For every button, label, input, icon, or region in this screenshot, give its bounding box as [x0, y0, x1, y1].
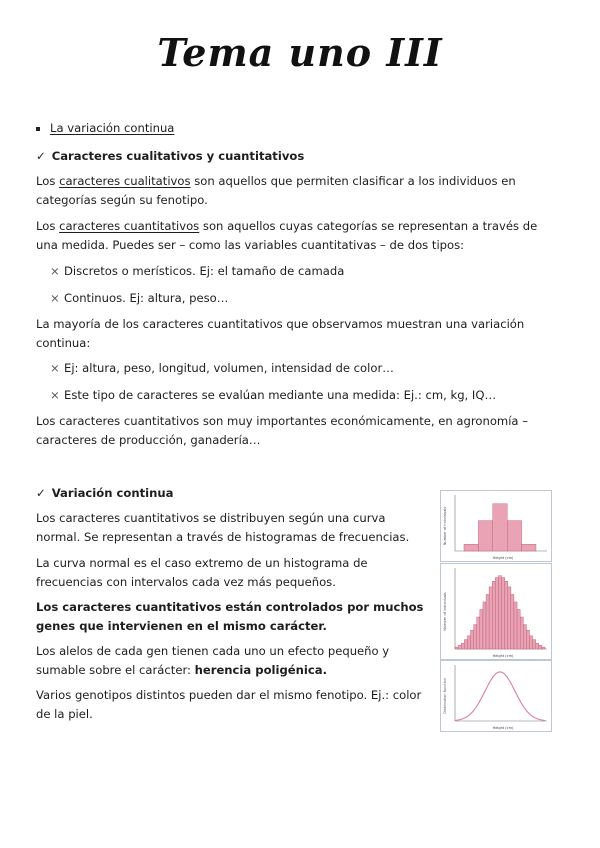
histogram-bar [458, 645, 461, 649]
histogram-bar [492, 581, 495, 649]
y-axis-label: Distribution function [443, 678, 447, 714]
herencia-poligenica: herencia poligénica. [194, 663, 327, 677]
histogram-bar [455, 647, 458, 649]
y-axis-label: Number of individuals [443, 592, 447, 631]
page-title: Tema uno III [157, 30, 443, 75]
histogram-bar [486, 594, 489, 649]
x-bullet-icon: × [50, 264, 60, 278]
histogram-fine-panel [440, 563, 552, 660]
histogram-bar [526, 630, 529, 649]
histogram-bar [467, 636, 470, 649]
list-item-discretos: × Discretos o merísticos. Ej: el tamaño de camada [50, 262, 344, 281]
term-cualitativos: caracteres cualitativos [59, 174, 191, 188]
normal-curve-line [455, 672, 545, 721]
histogram-coarse-panel [440, 490, 552, 562]
histogram-bar [511, 594, 514, 649]
histogram-bar [464, 640, 467, 649]
section-label: La variación continua [50, 121, 175, 135]
paragraph-genes: Los caracteres cuantitativos están controlados por muchos genes que intervienen en el mismo carácter. [36, 600, 424, 633]
histogram-bar [461, 643, 464, 649]
x-bullet-icon: × [50, 291, 60, 305]
x-axis-label: Height (cm) [492, 556, 514, 560]
x-axis-label: Height (cm) [492, 726, 514, 730]
histogram-bar [508, 587, 511, 649]
paragraph-genotipos: Varios genotipos distintos pueden dar el mismo fenotipo. Ej.: color de la piel. [36, 688, 422, 721]
histogram-bar [471, 630, 474, 649]
histogram-fine [441, 564, 551, 659]
continua-heading: ✓ Variación continua [36, 484, 173, 503]
histogram-bar [522, 544, 536, 551]
histogram-bar [498, 576, 501, 649]
histogram-bar [533, 640, 536, 649]
paragraph-cuantitativos: Los caracteres cuantitativos son aquellos cuyas categorías se representan a través de una medida. Puedes ser – como las variables cuantitativas – de dos tipos: [36, 219, 538, 252]
histogram-bar [478, 521, 492, 551]
list-item-ejemplos: × Ej: altura, peso, longitud, volumen, intensidad de color… [50, 359, 394, 378]
histogram-bar [477, 617, 480, 649]
check-icon: ✓ [36, 486, 46, 500]
x-bullet-icon: × [50, 388, 60, 402]
histogram-bar [464, 544, 478, 551]
paragraph-alelos: Los alelos de cada gen tienen cada uno un efecto pequeño y sumable sobre el carácter: herencia poligénica. [36, 644, 390, 677]
list-item-continuos: × Continuos. Ej: altura, peso… [50, 289, 228, 308]
histogram-bar [474, 625, 477, 649]
cualitativos-heading: ✓ Caracteres cualitativos y cuantitativos [36, 147, 304, 166]
normal-curve-panel [440, 660, 552, 732]
bullet-square [36, 127, 40, 131]
term-cuantitativos: caracteres cuantitativos [59, 219, 200, 233]
paragraph-histograma: La curva normal es el caso extremo de un histograma de frecuencias con intervalos cada vez más pequeños. [36, 556, 368, 589]
histogram-bar [539, 645, 542, 649]
histogram-bar [489, 587, 492, 649]
y-axis-label: Number of individuals [443, 506, 447, 546]
histogram-bar [536, 643, 539, 649]
histogram-bar [495, 578, 498, 649]
paragraph-economia: Los caracteres cuantitativos son muy importantes económicamente, en agronomía – caracteres de producción, ganadería… [36, 414, 529, 447]
histogram-bar [480, 610, 483, 650]
histogram-bar [483, 602, 486, 649]
histogram-bar [505, 581, 508, 649]
x-axis-label: Height (cm) [492, 654, 514, 658]
histogram-bar [502, 578, 505, 649]
histogram-bar [520, 617, 523, 649]
histogram-bar [507, 521, 521, 551]
histogram-bar [517, 610, 520, 650]
histogram-bar [523, 625, 526, 649]
histogram-bar [529, 636, 532, 649]
paragraph-mayoria: La mayoría de los caracteres cuantitativos que observamos muestran una variación continua: [36, 317, 525, 350]
list-item-medida: × Este tipo de caracteres se evalúan mediante una medida: Ej.: cm, kg, IQ… [50, 386, 496, 405]
histogram-bar [542, 647, 545, 649]
paragraph-cualitativos: Los caracteres cualitativos son aquellos que permiten clasificar a los individuos en categorías según su fenotipo. [36, 174, 516, 207]
x-bullet-icon: × [50, 361, 60, 375]
check-icon: ✓ [36, 149, 46, 163]
histogram-bar [493, 504, 507, 551]
histogram-bar [514, 602, 517, 649]
normal-curve [441, 661, 551, 731]
histogram-coarse [441, 491, 551, 561]
paragraph-curva-normal: Los caracteres cuantitativos se distribuyen según una curva normal. Se representan a través de histogramas de frecuencias. [36, 511, 410, 544]
